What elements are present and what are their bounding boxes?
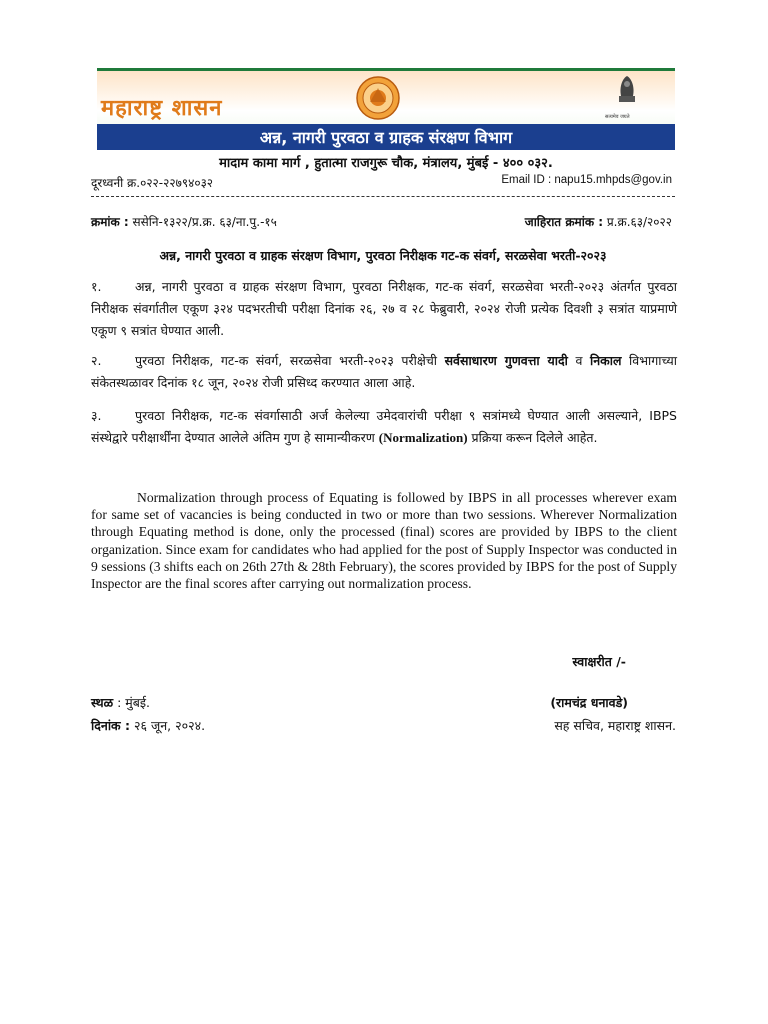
paragraph-number: ३. xyxy=(91,408,102,423)
advertisement-value: प्र.क्र.६३/२०२२ xyxy=(603,215,672,229)
advertisement-label: जाहिरात क्रमांक : xyxy=(524,215,604,229)
paragraph-1 xyxy=(91,276,677,342)
signatory-name: (रामचंद्र धनावडे) xyxy=(550,695,628,710)
paragraph-text: व xyxy=(567,353,590,368)
place-label: स्थळ xyxy=(91,695,114,710)
paragraph-text: विभागाच्या संकेतस्थळावर दिनांक १८ जून, २०२४ रोजी प्रसिध्द करण्यात आला आहे. xyxy=(91,353,677,390)
national-emblem-icon xyxy=(613,72,641,108)
date-line xyxy=(91,717,205,734)
dashed-divider xyxy=(91,196,675,197)
subject-line: अन्न, नागरी पुरवठा व ग्राहक संरक्षण विभाग, पुरवठा निरीक्षक गट-क संवर्ग, सरळसेवा भरती-२०२३ xyxy=(159,248,607,263)
department-name: अन्न, नागरी पुरवठा व ग्राहक संरक्षण विभाग xyxy=(259,128,513,147)
phone-number: दूरध्वनी क्र.०२२-२२७९४०३२ xyxy=(91,176,214,190)
signed-mark: स्वाक्षरीत /- xyxy=(572,654,626,669)
place-line xyxy=(91,694,150,711)
letterhead-banner xyxy=(97,68,675,150)
paragraph-text: पुरवठा निरीक्षक, गट-क संवर्ग, सरळसेवा भरती-२०२३ परीक्षेची xyxy=(135,353,445,368)
email-address: Email ID : napu15.mhpds@gov.in xyxy=(501,174,672,186)
date-label: दिनांक : xyxy=(91,718,131,733)
maharashtra-seal-icon xyxy=(356,76,400,120)
merit-list-text: सर्वसाधारण गुणवत्ता यादी xyxy=(444,353,568,368)
advertisement-number xyxy=(525,213,672,230)
paragraph-text: अन्न, नागरी पुरवठा व ग्राहक संरक्षण विभाग, पुरवठा निरीक्षक, गट-क संवर्ग, सरळसेवा भरती-२०२३ अंतर्गत पुरवठा निरीक्षक संवर्गातील एकूण ३२४ पदभरतीची परीक्षा दिनांक २६, २७ व २८ फेब्रुवारी, २०२४ रोजी प्रत्येक दिवशी ३ सत्रांत याप्रमाणे एकूण ९ सत्रांत घेण्यात आली. xyxy=(91,279,677,338)
paragraph-number: १. xyxy=(91,279,102,294)
paragraph-3 xyxy=(91,405,677,449)
paragraph-text: प्रक्रिया करून दिलेले आहेत. xyxy=(467,430,598,445)
signatory-designation: सह सचिव, महाराष्ट्र शासन. xyxy=(554,718,676,733)
place-value: : मुंबई. xyxy=(113,695,150,710)
paragraph-2 xyxy=(91,350,677,394)
reference-label: क्रमांक : xyxy=(91,215,129,229)
emblem-motto: सत्यमेव जयते xyxy=(605,114,630,120)
reference-value: ससेनि-१३२२/प्र.क्र. ६३/ना.पु.-१५ xyxy=(128,215,277,229)
english-paragraph: Normalization through process of Equating is followed by IBPS in all processes wherever exam for same set of vacancies is being conducted in two or more than two sessions. Wherever Normalization through Equating method is done, only the processed (final) scores are provided by IBPS to the client organization. Since exam for candidates who had applied for the post of Supply Inspector was conducted in 9 sessions (3 shifts each on 26th 27th & 28th February), the scores provided by IBPS for the post of Supply Inspector are the final scores after carrying out normalization process. xyxy=(91,490,677,592)
government-name: महाराष्ट्र शासन xyxy=(101,96,223,121)
paragraph-number: २. xyxy=(91,353,102,368)
paragraph-text: पुरवठा निरीक्षक, गट-क संवर्गासाठी अर्ज केलेल्या उमेदवारांची परीक्षा ९ सत्रांमध्ये घेण्यात आली असल्याने, IBPS संस्थेद्वारे परीक्षार्थींना देण्यात आलेले अंतिम गुण हे सामान्यीकरण xyxy=(91,408,677,445)
result-text: निकाल xyxy=(589,353,622,368)
normalization-term: (Normalization) xyxy=(378,430,468,445)
date-value: २६ जून, २०२४. xyxy=(130,718,206,733)
banner-top-stripe xyxy=(97,68,675,71)
reference-number xyxy=(91,213,277,230)
office-address: मादाम कामा मार्ग , हुतात्मा राजगुरू चौक, मंत्रालय, मुंबई - ४०० ०३२. xyxy=(219,156,553,171)
